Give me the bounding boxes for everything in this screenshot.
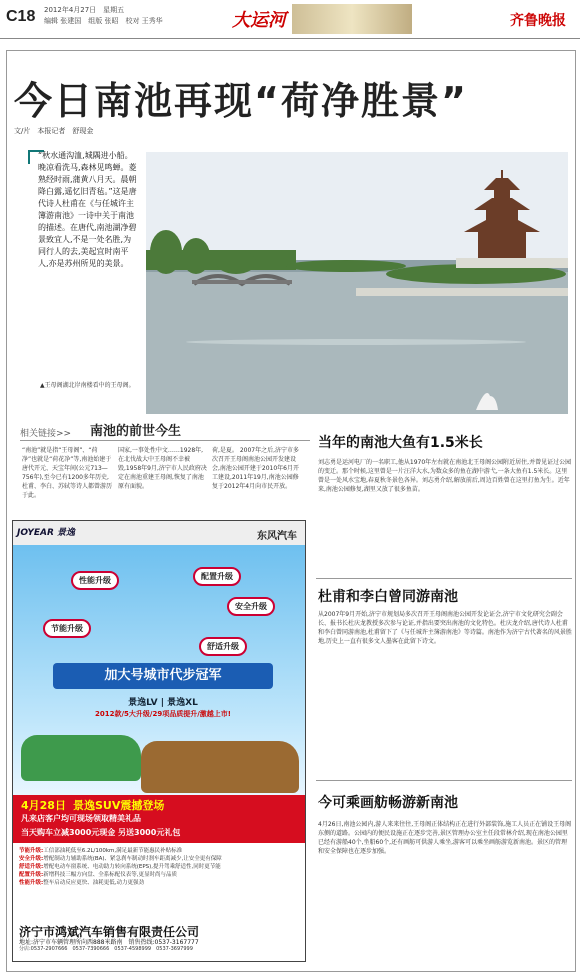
ad-line-1: 凡来店客户均可现场领取精美礼品 — [21, 814, 141, 823]
related-title: 南池的前世今生 — [90, 424, 182, 439]
photo-illustration — [146, 152, 568, 414]
ad-line-2: 当天购车立减3000元现金 另送3000元礼包 — [21, 828, 181, 837]
ad-banner: 加大号城市代步冠军 — [53, 663, 273, 689]
related-label: 相关链接>> — [20, 429, 72, 439]
ad-top-bar — [13, 521, 305, 546]
ad-bubble-5: 舒适升级 — [199, 637, 247, 656]
ad-feature: 性能升级:整车启动反应更快、油耗更低,动力更强劲 — [19, 880, 144, 886]
ad-bubble-4: 安全升级 — [227, 597, 275, 616]
ad-address: 地址:济宁市车辆管理所向西888米路南 销售热线:0537-3167777 — [19, 939, 199, 946]
header-date: 2012年4月27日 星期五 — [44, 6, 125, 14]
article-divider-2 — [316, 780, 572, 781]
lake-pavilion-photo — [146, 152, 568, 414]
article-2-text: 从2007年9月开始,济宁市规划局多次召开王母阁南池公园开发论证会,济宁市文化研究会副会长、报书长杜庆龙教授多次参与论证,并指出要突出南池的文化特色。杜庆龙介绍,唐代诗人杜甫和李白曾同游南池,杜甫留下了《与任城许主簿游南池》等诗篇。南池作为济宁古代著名的风景胜地,历史上一直有很多文人墨客在此留下诗文。 — [318, 611, 572, 645]
ad-models: 景逸LV | 景逸XL — [128, 698, 198, 708]
ad-feature: 配置升级:新增科技三幅方向盘、全系标配仪表等,更显时尚与品质 — [19, 872, 177, 878]
ad-promo: 2012款/5大升级/29项品质提升/激越上市! — [95, 710, 231, 718]
article-2-title: 杜甫和李白曾同游南池 — [318, 589, 458, 605]
headline: 今日南池再现“荷净胜景” — [14, 79, 468, 123]
section-title: 大运河 — [232, 10, 286, 31]
ad-feature: 舒适升级:增配电动车窗系统、电动助力转向系统(EPS),提升驾乘舒适性,同时更节能 — [19, 864, 221, 870]
ad-dealer-name: 济宁市鸿斌汽车销售有限责任公司 — [19, 925, 200, 939]
article-divider-1 — [316, 578, 572, 579]
article-1-text: 刘志勇是运河电厂的一名职工,他从1970年左右就在南池北王母阁公园附近居住,并曾见证过公园的变迁。那个时候,这里曾是一片汪洋大水,为数众多的鱼在湖中游弋,一条大鱼有1.5米长。这里曾是一处风水宝地,春夏秋冬景色各异。刘志勇介绍,解放前后,周边百姓曾在这里打鱼为生。近年来,南池公园修复,湖里又放了很多鱼苗。 — [318, 459, 572, 493]
ad-features — [19, 847, 222, 887]
orange-car-icon — [141, 741, 299, 793]
page-header — [0, 0, 580, 39]
ad-feature: 节能升级:工信部油耗低至6.2L/100km,满足最新节能惠民补贴标准 — [19, 848, 183, 854]
ad-maker: 东风汽车 — [257, 531, 297, 542]
ad-bubble-1: 性能升级 — [71, 571, 119, 590]
ad-event-title: 景逸SUV震撼登场 — [73, 799, 165, 812]
ad-bubble-3: 节能升级 — [43, 619, 91, 638]
ad-event-date: 4月28日 — [21, 799, 66, 812]
ad-bubble-2: 配置升级 — [193, 567, 241, 586]
ad-feature: 安全升级:增配制动力辅助系统(BA)、紧急刹车制动时刹车距离减少,让安全更有保障 — [19, 856, 222, 862]
byline: 文/片 本报记者 舒现金 — [14, 127, 94, 135]
masthead-illustration — [292, 4, 412, 34]
green-car-icon — [21, 735, 141, 781]
car-advertisement — [12, 520, 306, 962]
photo-caption: ▲王母阁湖北岸南楼看中的王母阁。 — [40, 382, 135, 389]
page-number: C18 — [6, 8, 36, 25]
related-divider — [20, 440, 310, 441]
header-editors: 编辑 张建国 组版 张昭 校对 王秀华 — [44, 17, 163, 25]
article-1-title: 当年的南池大鱼有1.5米长 — [318, 435, 483, 451]
article-3-title: 今可乘画舫畅游新南池 — [318, 795, 458, 811]
ad-brand: JOYEAR 景逸 — [17, 528, 76, 538]
newspaper-name: 齐鲁晚报 — [510, 13, 566, 29]
header-meta — [44, 5, 163, 27]
related-col-1: “南池”就是指“王母阁”、“荷净”也就是“荷花净”等,南池始建于唐代开元、天宝年间(公元713—756年),至今已有1200多年历史,杜甫、李白、苏轼等诗人都曾游历于此。 — [22, 447, 113, 499]
intro-poem: “秋水通沟洫,城隅进小船。晚凉看洗马,森林见鸣蝉。菱熟经时雨,蒲黄八月天。晨朝降白露,遥忆旧青毡。”这是唐代诗人杜甫在《与任城许主簿游南池》一诗中关于南池的描述。在唐代,南池湖净碧景致宜人,不是一处名胜,为同行人的去,美起宜时南平人,亦是苏州所见的美景。 — [38, 151, 137, 268]
related-col-2: 国家,一事处性中文……1928年,在北伐战大中王母阁不幸被毁,1958年9月,济宁市人民政府决定在南池重建王母阁,恢复了南池原有面貌。 — [118, 447, 207, 490]
related-col-3: 荷,是夏。 2007年之后,济宁市多次召开王母阁南池公园开发建设会,南池公园开建于2010年6月开工建设,2011年19月,南池公园修复于2012年4月向市民开放。 — [212, 447, 299, 490]
ad-phones: 分店:0537-2907666 0537-7390666 0537-4598999 0537-3697999 — [19, 946, 193, 952]
article-3-text: 4月26日,南池公园内,游人来来往往,王母阁正体结构正在进行外部装饰,施工人员正在铺设王母阁东侧的道路。公园内的便民设施正在逐步完善,景区管理办公室主任段常林介绍,现在南池公园里已经有游船40个,坐船60个,还有画舫可供游人乘坐,游客可以乘坐画舫游览新南池。景区的管理和安全保障也在逐步加强。 — [318, 821, 572, 855]
ad-event-block — [13, 795, 305, 843]
ad-illustration — [13, 545, 305, 795]
